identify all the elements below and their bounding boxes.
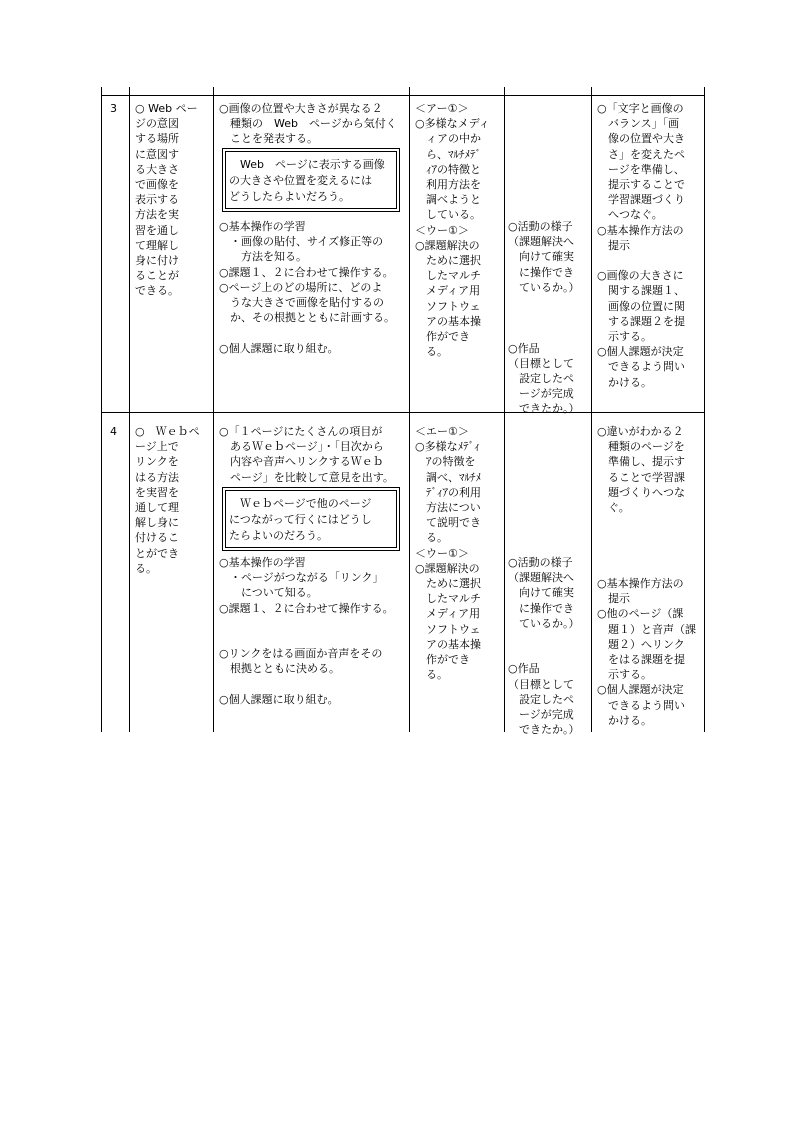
- learning-question-text: [229, 496, 372, 544]
- evaluation-cell: [508, 555, 580, 737]
- text-line: Ｗｅｂページで他のページ: [229, 497, 372, 510]
- text-line: について知る。: [219, 586, 318, 600]
- text-line: へつなぐ。: [597, 208, 663, 222]
- text-line: ージ上で: [135, 440, 179, 454]
- text-line: あるＷｅｂページ」・「目次から: [219, 440, 384, 454]
- goal-cell: [135, 101, 198, 299]
- period-number: 3: [110, 102, 117, 115]
- text-line: 学習課題づくり: [597, 193, 685, 207]
- text-line: で画像を: [135, 178, 179, 192]
- text-line: る大きさ: [135, 162, 179, 176]
- text-line: に意図す: [135, 147, 179, 161]
- text-line: [219, 631, 394, 646]
- text-line: 準備し、提示す: [597, 455, 685, 469]
- text-line: る。: [415, 668, 448, 682]
- text-line: 付けるこ: [135, 531, 179, 545]
- text-line: ○個人課題に取り組む。: [219, 341, 339, 355]
- text-line: る。: [415, 345, 448, 359]
- support-cell: [597, 101, 685, 390]
- text-line: どうしたらよいだろう。: [229, 190, 350, 203]
- text-line: [508, 631, 580, 646]
- text-line: ○多様なﾒﾃﾞｨ: [415, 440, 480, 454]
- text-line: ることで学習課: [597, 470, 685, 484]
- text-line: 向けて確実: [508, 250, 574, 264]
- text-line: ○画像の位置や大きさが異なる２: [219, 102, 383, 115]
- text-line: ＜ウー①＞: [415, 223, 469, 237]
- text-line: ジの意図: [135, 117, 179, 131]
- text-line: ○基本操作方法の: [597, 577, 684, 591]
- text-line: ○ Ｗｅｂペ: [135, 425, 200, 438]
- text-line: ているか。）: [508, 280, 580, 294]
- text-line: 身に付け: [135, 254, 179, 268]
- text-line: に操作でき: [508, 265, 574, 279]
- text-line: 設定したペ: [508, 692, 574, 706]
- column-border: [129, 87, 130, 732]
- text-line: はる方法: [135, 470, 179, 484]
- text-line: （課題解決へ: [508, 571, 574, 585]
- activity-cell-bottom: [219, 219, 395, 356]
- viewpoint-cell: [415, 101, 490, 359]
- text-line: [508, 310, 580, 325]
- text-line: Web ページに表示する画像: [229, 158, 385, 171]
- text-line: ○個人課題が決定: [597, 345, 684, 359]
- text-line: （目標として: [508, 356, 574, 370]
- text-line: [597, 530, 696, 545]
- text-line: る。: [135, 561, 157, 575]
- text-line: （課題解決へ: [508, 235, 574, 249]
- table-top-border: [101, 95, 705, 96]
- text-line: ○他のページ（課: [597, 607, 684, 621]
- text-line: 画像の位置に関: [597, 299, 685, 313]
- text-line: 種類の Web ページから気付く: [219, 117, 397, 131]
- text-line: ージが完成: [508, 708, 574, 722]
- text-line: ○課題解決の: [415, 561, 480, 575]
- text-line: [219, 616, 394, 631]
- text-line: アの基本操: [415, 637, 481, 651]
- activity-cell-top: [219, 424, 394, 485]
- text-line: ために選択: [415, 254, 481, 268]
- text-line: ○違いがわかる２: [597, 425, 684, 438]
- text-line: 設定したペ: [508, 372, 574, 386]
- text-line: したマルチ: [415, 269, 481, 283]
- text-line: [508, 325, 580, 340]
- text-line: ○課題１、２に合わせて操作する。: [219, 601, 394, 615]
- text-line: さ」を変えたペ: [597, 147, 685, 161]
- text-line: て理解し: [135, 238, 179, 252]
- text-line: [597, 561, 696, 576]
- text-line: ｨｱの特徴と: [415, 162, 481, 176]
- text-line: て説明でき: [415, 516, 481, 530]
- column-border: [409, 87, 410, 732]
- text-line: ﾃﾞｨｱの利用: [415, 485, 481, 499]
- learning-question-inner-frame: [225, 490, 397, 548]
- text-line: を実習を: [135, 485, 179, 499]
- text-line: 通して理: [135, 501, 179, 515]
- text-line: ソフトウェ: [415, 299, 481, 313]
- text-line: 示する。: [597, 330, 652, 344]
- text-line: 像の位置や大き: [597, 132, 685, 146]
- text-line: [597, 253, 685, 268]
- text-line: 根拠とともに決める。: [219, 662, 340, 676]
- text-line: できる。: [135, 284, 179, 298]
- text-line: ○ページ上のどの場所に、どのよ: [219, 280, 383, 294]
- text-line: できたか。）: [508, 402, 580, 416]
- text-line: とができ: [135, 546, 179, 560]
- text-line: リンクを: [135, 455, 179, 469]
- text-line: かける。: [597, 713, 652, 727]
- text-line: ために選択: [415, 577, 481, 591]
- text-line: できたか。）: [508, 723, 580, 737]
- text-line: につながって行くにはどうし: [229, 513, 372, 526]
- text-line: メディア用: [415, 284, 481, 298]
- text-line: 種類のページを: [597, 440, 685, 454]
- text-line: する課題２を提: [597, 314, 685, 328]
- text-line: ぐ。: [597, 501, 630, 515]
- text-line: ○課題１、２に合わせて操作する。: [219, 265, 394, 279]
- text-line: ○活動の様子: [508, 556, 573, 569]
- text-line: したマルチ: [415, 592, 481, 606]
- text-line: している。: [415, 208, 481, 222]
- text-line: 調べ、ﾏﾙﾁﾒ: [415, 470, 481, 484]
- text-line: ○リンクをはる画面か音声をその: [219, 647, 383, 661]
- text-line: する場所: [135, 132, 179, 146]
- text-line: 提示: [597, 592, 630, 606]
- text-line: 作ができ: [415, 330, 470, 344]
- text-line: ○作品: [508, 662, 540, 676]
- row-divider: [101, 412, 705, 413]
- text-line: ○基本操作方法の: [597, 223, 684, 237]
- text-line: バランス」「画: [597, 117, 680, 131]
- text-line: 作ができ: [415, 653, 470, 667]
- text-line: ○画像の大きさに: [597, 269, 684, 283]
- text-line: ージが完成: [508, 387, 574, 401]
- column-border: [704, 87, 705, 732]
- text-line: [219, 677, 394, 692]
- text-line: 関する課題１、: [597, 284, 685, 298]
- text-line: 提示: [597, 238, 630, 252]
- text-line: ○個人課題が決定: [597, 683, 684, 697]
- text-line: ィアの中か: [415, 132, 481, 146]
- text-line: [597, 546, 696, 561]
- text-line: ら、ﾏﾙﾁﾒﾃﾞ: [415, 147, 481, 161]
- text-line: かける。: [597, 375, 652, 389]
- text-line: 習を通し: [135, 223, 179, 237]
- text-line: ソフトウェ: [415, 622, 481, 636]
- text-line: ○作品: [508, 341, 540, 355]
- text-line: 内容や音声へリンクするＷｅｂ: [219, 455, 384, 469]
- text-line: ○ Web ペー: [135, 102, 198, 115]
- text-line: [219, 325, 395, 340]
- text-line: ＜アー①＞: [415, 102, 469, 115]
- learning-question-box: [222, 148, 400, 212]
- activity-cell-bottom: [219, 555, 394, 707]
- text-line: ｱの特徴を: [415, 455, 476, 469]
- text-line: [508, 295, 580, 310]
- text-line: ○基本操作の学習: [219, 220, 306, 233]
- learning-question-text: [229, 157, 385, 205]
- activity-cell-top: [219, 101, 397, 147]
- text-line: ページ」を比較して意見を出す。: [219, 470, 394, 484]
- text-line: うな大きさで画像を貼付するの: [219, 296, 384, 310]
- text-line: ○多様なメディ: [415, 117, 490, 131]
- text-line: たらよいのだろう。: [229, 529, 328, 542]
- text-line: 題づくりへつな: [597, 485, 685, 499]
- text-line: 題１）と音声（課: [597, 622, 696, 636]
- column-border: [213, 87, 214, 732]
- text-line: ることが: [135, 269, 179, 283]
- text-line: [508, 646, 580, 661]
- goal-cell: [135, 424, 200, 576]
- text-line: 方法につい: [415, 501, 481, 515]
- column-border: [591, 87, 592, 732]
- text-line: [597, 515, 696, 530]
- text-line: ことを発表する。: [219, 132, 318, 146]
- learning-question-box: [222, 487, 400, 551]
- text-line: 示する。: [597, 668, 652, 682]
- text-line: ているか。）: [508, 616, 580, 630]
- text-line: ○課題解決の: [415, 238, 480, 252]
- support-cell: [597, 424, 696, 728]
- text-line: をはる課題を提: [597, 653, 685, 667]
- text-line: 表示する: [135, 193, 179, 207]
- text-line: の大きさや位置を変えるには: [229, 174, 372, 187]
- text-line: 方法を実: [135, 208, 179, 222]
- text-line: ○「文字と画像の: [597, 102, 684, 115]
- text-line: ージを準備し、: [597, 162, 685, 176]
- text-line: に操作でき: [508, 601, 574, 615]
- viewpoint-cell: [415, 424, 481, 682]
- learning-question-inner-frame: [225, 151, 397, 209]
- text-line: 提示することで: [597, 178, 685, 192]
- text-line: 利用方法を: [415, 178, 481, 192]
- text-line: ○基本操作の学習: [219, 556, 306, 569]
- text-line: ○「１ページにたくさんの項目が: [219, 425, 383, 438]
- text-line: る。: [415, 531, 448, 545]
- text-line: ＜ウー①＞: [415, 546, 469, 560]
- text-line: ○活動の様子: [508, 220, 573, 233]
- column-border: [504, 87, 505, 732]
- evaluation-cell: [508, 219, 580, 417]
- text-line: か、その根拠とともに計画する。: [219, 311, 395, 325]
- text-line: できるよう問い: [597, 360, 685, 374]
- column-border: [101, 87, 102, 732]
- text-line: ○個人課題に取り組む。: [219, 692, 339, 706]
- text-line: 解し身に: [135, 516, 179, 530]
- period-number: 4: [110, 425, 117, 438]
- text-line: アの基本操: [415, 314, 481, 328]
- text-line: 向けて確実: [508, 586, 574, 600]
- text-line: ・画像の貼付、サイズ修正等の: [219, 235, 384, 249]
- text-line: ＜エー①＞: [415, 425, 469, 438]
- text-line: （目標として: [508, 677, 574, 691]
- text-line: メディア用: [415, 607, 481, 621]
- text-line: ・ページがつながる「リンク」: [219, 571, 384, 585]
- text-line: 調べようと: [415, 193, 481, 207]
- text-line: 題２）へリンク: [597, 637, 685, 651]
- text-line: 方法を知る。: [219, 250, 307, 264]
- text-line: できるよう問い: [597, 698, 685, 712]
